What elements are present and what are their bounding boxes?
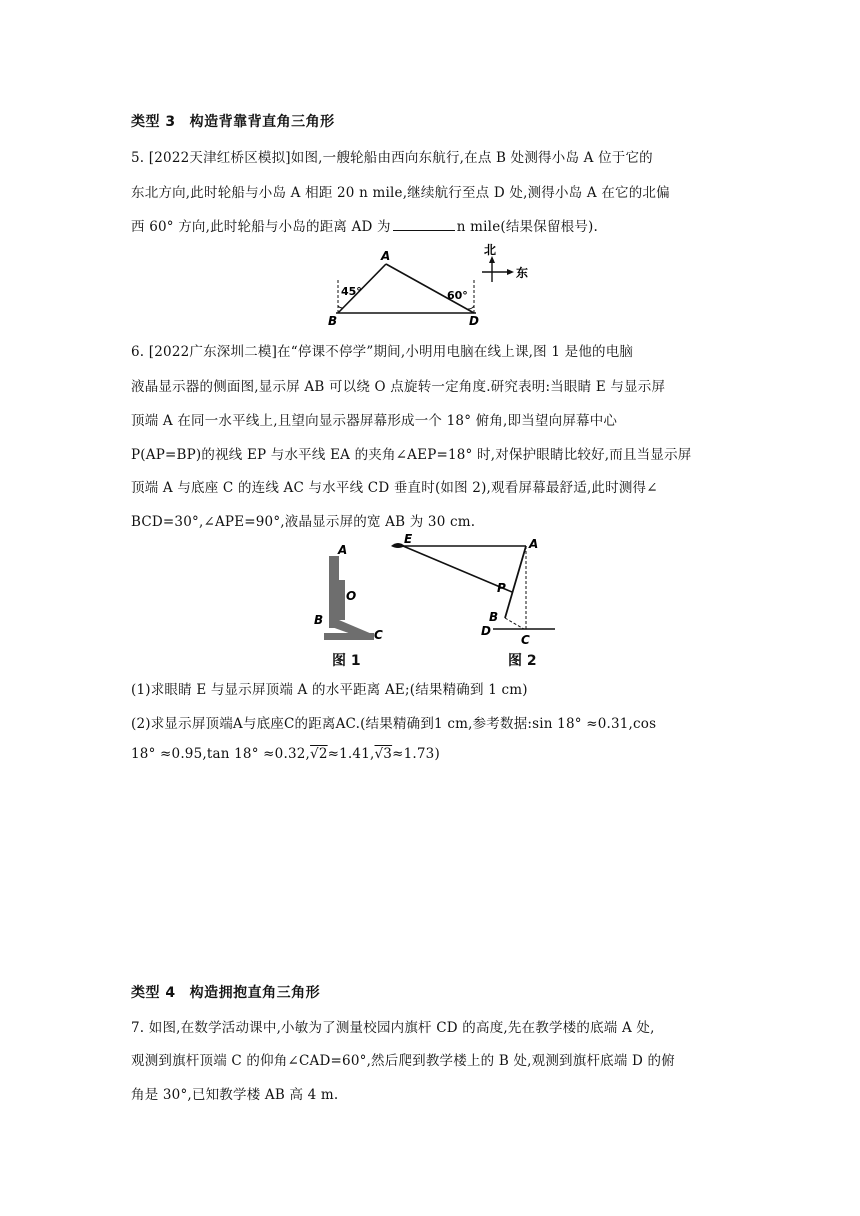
label-a: A [381, 249, 391, 263]
q6-sub2-text-start: 18° ≈0.95,tan 18° ≈0.32, [131, 746, 311, 762]
sqrt-2: √2 [310, 746, 328, 762]
fig1-label-b: B [314, 613, 324, 627]
heading-label: 类型 4 [131, 985, 176, 1001]
q7-line-1: 7. 如图,在数学活动课中,小敏为了测量校园内旗杆 CD 的高度,先在教学楼的底端 A 处, [131, 1020, 655, 1036]
label-b: B [328, 314, 338, 328]
heading-label: 类型 3 [131, 114, 176, 130]
segment-ab [505, 546, 526, 618]
angle-label-45: 45° [341, 285, 362, 298]
q5-line-2: 东北方向,此时轮船与小岛 A 相距 20 n mile,继续航行至点 D 处,测得小岛 A 在它的北偏 [131, 185, 670, 201]
q6-subquestion-2-line-1: (2)求显示屏顶端A与底座C的距离AC.(结果精确到1 cm,参考数据:sin 18° ≈0.31,cos [131, 716, 657, 732]
compass-icon [482, 243, 528, 282]
q7-line-3: 角是 30°,已知教学楼 AB 高 4 m. [131, 1087, 339, 1103]
q7-line-2: 观测到旗杆顶端 C 的仰角∠CAD=60°,然后爬到教学楼上的 B 处,观测到旗杆底端 D 的俯 [131, 1053, 675, 1069]
angle-arc-b [338, 306, 343, 308]
segment-bc [505, 618, 524, 629]
fig2-label-e: E [404, 532, 413, 546]
angle-label-60: 60° [447, 289, 468, 302]
q6-line-2: 液晶显示器的侧面图,显示屏 AB 可以绕 O 点旋转一定角度.研究表明:当眼睛 E 与显示屏 [131, 379, 666, 395]
q5-line-3-end: n mile(结果保留根号). [456, 219, 599, 235]
sqrt-3: √3 [374, 746, 393, 762]
q6-line-1: 6. [2022广东深圳二模]在“停课不停学”期间,小明用电脑在线上课,图 1 是他的电脑 [131, 344, 634, 360]
q5-line-3 [131, 215, 598, 235]
compass-east-label: 东 [516, 266, 529, 280]
fig1-label-a: A [338, 543, 348, 557]
figure-1-caption: 图 1 [332, 653, 361, 669]
angle-arc-d [468, 306, 474, 309]
q6-line-4: P(AP=BP)的视线 EP 与水平线 EA 的夹角∠AEP=18° 时,对保护眼睛比较好,而且当显示屏 [131, 447, 692, 463]
q6-line-6: BCD=30°,∠APE=90°,液晶显示屏的宽 AB 为 30 cm. [131, 514, 476, 530]
figure-2-caption: 图 2 [508, 653, 537, 669]
figure-2-geometry [385, 532, 555, 650]
fig2-label-a: A [529, 537, 539, 551]
q6-line-3: 顶端 A 在同一水平线上,且望向显示器屏幕形成一个 18° 俯角,即当望向屏幕中心 [131, 413, 618, 429]
eye-icon [391, 543, 405, 548]
section-heading-type4 [131, 982, 320, 1002]
monitor-hinge [339, 580, 345, 620]
q6-subquestion-1: (1)求眼睛 E 与显示屏顶端 A 的水平距离 AE;(结果精确到 1 cm) [131, 682, 528, 698]
heading-title: 构造背靠背直角三角形 [189, 114, 335, 130]
fig2-label-c: C [521, 633, 530, 647]
fig2-label-d: D [481, 624, 491, 638]
q6-sub2-text-mid: ≈1.41, [327, 746, 375, 762]
label-d: D [469, 314, 479, 328]
fig2-label-b: B [489, 610, 499, 624]
q6-subquestion-2-line-2 [131, 746, 440, 762]
q5-triangle-figure [326, 242, 536, 328]
heading-title: 构造拥抱直角三角形 [189, 985, 321, 1001]
segment-ep [403, 546, 512, 592]
answer-blank [393, 218, 455, 231]
monitor-screen [329, 556, 339, 628]
figure-1-monitor [310, 538, 390, 648]
fig1-label-c: C [374, 628, 383, 642]
q6-line-5: 顶端 A 与底座 C 的连线 AC 与水平线 CD 垂直时(如图 2),观看屏幕最舒适,此时测得∠ [131, 480, 658, 496]
q6-sub2-text-end: ≈1.73) [392, 746, 440, 762]
monitor-base [324, 633, 374, 640]
q5-line-3-start: 西 60° 方向,此时轮船与小岛的距离 AD 为 [131, 219, 391, 235]
compass-north-label: 北 [484, 243, 497, 257]
fig2-label-p: P [497, 581, 506, 595]
section-heading-type3 [131, 111, 335, 131]
fig1-label-o: O [346, 589, 357, 603]
q5-line-1: 5. [2022天津红桥区模拟]如图,一艘轮船由西向东航行,在点 B 处测得小岛 A 位于它的 [131, 150, 653, 166]
